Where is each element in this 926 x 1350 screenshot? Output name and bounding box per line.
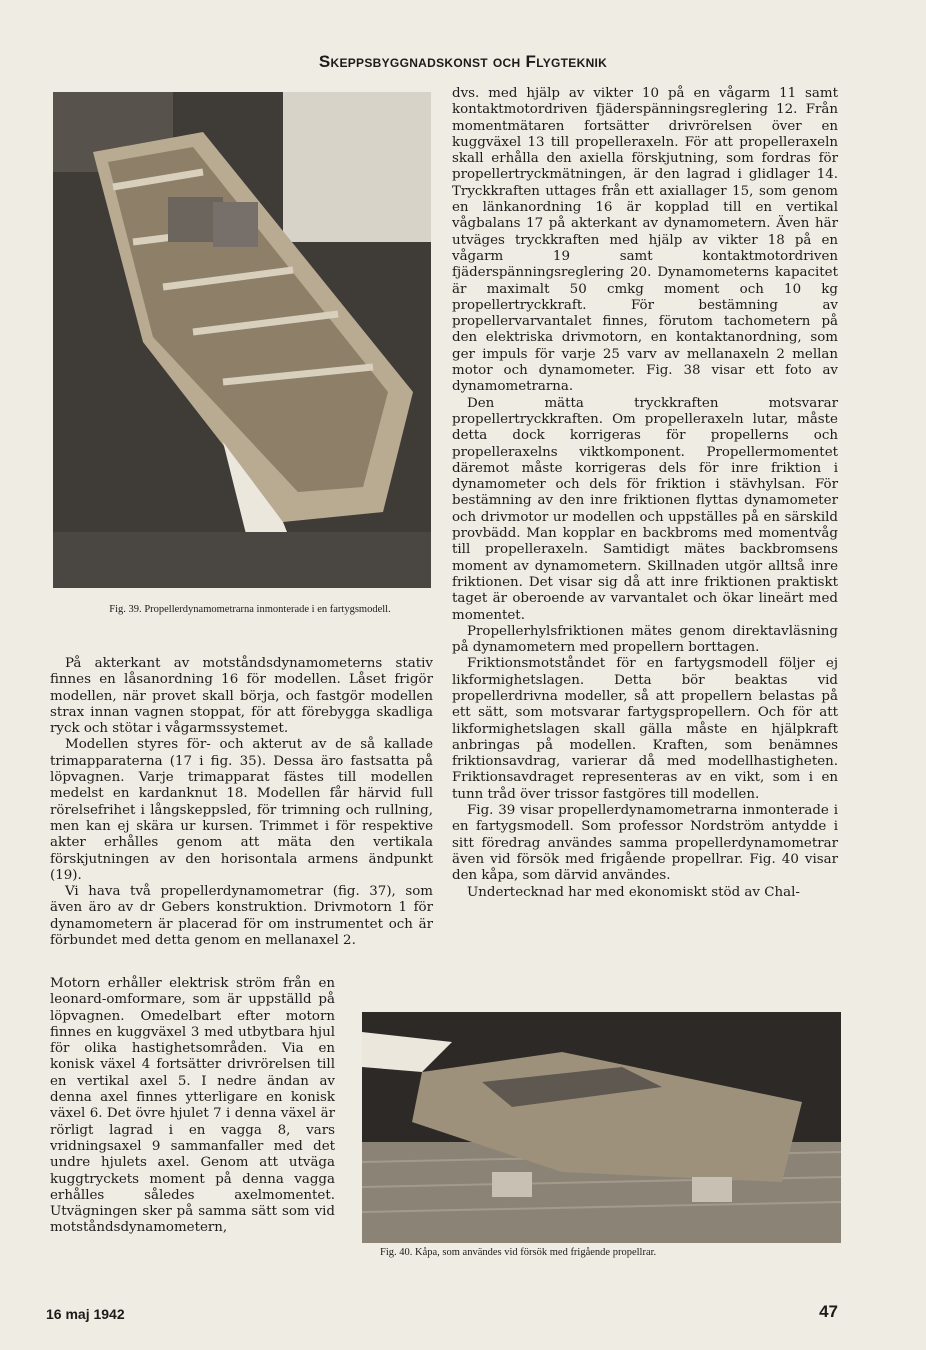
left-column-lower bbox=[50, 976, 335, 1237]
fig40-caption bbox=[380, 1246, 830, 1259]
fig39-number: Fig. 39. bbox=[109, 604, 142, 615]
right-paragraph-1: dvs. med hjälp av vikter 10 på en vågarm 11 samt kontaktmotordriven fjäderspänningsreglering 12. Från momentmätaren fortsätter drivrörelsen över en kuggväxel 13 till propelleraxeln. För att propelleraxeln skall erhålla den axiella förskjutning, som fordras för propellertryckmätningen, är den lagrad i glidlager 14. Tryckkraften uttages från ett axiallager 15, som genom en länkanordning 16 är kopplad till en vertikal vågbalans 17 på akterkant av dynamometern. Även här utväges tryckkraften med hjälp av vikter 18 på en vågarm 19 samt kontaktmotordriven fjäderspänningsreglering 20. Dynamometerns kapacitet är maximalt 50 cmkg moment och 10 kg propellertryckkraft. För bestämning av propellervarvantalet finnes, förutom tachometern på den elektriska drivmotorn, en kontaktanordning, som ger impuls för varje 25 varv av mellanaxeln 2 mellan motor och dynamometer. Fig. 38 visar ett foto av dynamometrarna. bbox=[452, 86, 838, 395]
fig39-caption-text: Propellerdynamometrarna inmonterade i en fartygsmodell. bbox=[144, 604, 391, 615]
right-paragraph-2: Den mätta tryckkraften motsvarar propellertryckkraften. Om propelleraxeln lutar, måste detta dock korrigeras för propellerns och propelleraxelns viktkomponent. Propellermomentet däremot måste korrigeras dels för inre friktion i dynamometer och dels för friktion i stävhylsan. För bestämning av den inre friktionen flyttas dynamometer och drivmotor ur modellen och uppställes på en särskild provbädd. Man kopplar en backbroms med momentvåg till propelleraxeln. Samtidigt mätes backbromsens moment av dynamometern. Skillnaden utgör alltså inre friktionen. Det visar sig då att inre friktionen praktiskt taget är oberoende av varvantalet och ökar lineärt med momentet. bbox=[452, 395, 838, 623]
fig40-caption-text: Kåpa, som användes vid försök med frigående propellrar. bbox=[415, 1247, 657, 1258]
left-paragraph-3b: Motorn erhåller elektrisk ström från en leonard-omformare, som är uppställd på löpvagnen. Omedelbart efter motorn finnes en kuggväxel 3 med utbytbara hjul för olika hastighetsområden. Via en konisk växel 4 fortsätter drivrörelsen till en vertikal axel 5. I nedre ändan av denna axel finnes ytterligare en konisk växel 6. Det övre hjulet 7 i denna växel är rörligt lagrad i en vagga 8, vars vridningsaxel 9 sammanfaller med det undre hjulets axel. Genom att utväga kuggtryckets moment på denna vagga erhålles således axelmomentet. Utvägningen sker på samma sätt som vid motståndsdynamometern, bbox=[50, 976, 335, 1236]
hood-illustration bbox=[362, 1012, 841, 1243]
fig39-photo bbox=[53, 92, 431, 588]
right-paragraph-5: Fig. 39 visar propellerdynamometrarna inmonterade i en fartygsmodell. Som professor Nordström antydde i sitt föredrag användes samma propellerdynamometrar även vid försök med frigående propellrar. Fig. 40 visar den kåpa, som därvid användes. bbox=[452, 803, 838, 884]
fig39-caption bbox=[60, 603, 440, 616]
footer-page-number: 47 bbox=[819, 1302, 838, 1321]
ship-model-illustration bbox=[53, 92, 431, 588]
right-paragraph-4: Friktionsmotståndet för en fartygsmodell följer ej likformighetslagen. Detta bör beaktas vid propellerdrivna modeller, så att propellern belastas på ett sätt, som motsvarar fartygspropellern. Och för att likformighetslagen skall gälla måste en hjälpkraft anbringas på modellen. Kraften, som benämnes friktionsavdrag, varierar då med modellhastigheten. Friktionsavdraget representeras av en vikt, som i en tunn tråd över trissor fastgöres till modellen. bbox=[452, 656, 838, 802]
left-paragraph-3a: Vi hava två propellerdynamometrar (fig. 37), som även äro av dr Gebers konstruktion. Drivmotorn 1 för dynamometern är placerad för om instrumentet och är förbundet med detta genom en mellanaxel 2. bbox=[50, 884, 433, 949]
right-paragraph-6: Undertecknad har med ekonomiskt stöd av Chal- bbox=[467, 884, 800, 900]
left-column-upper bbox=[50, 656, 433, 949]
left-paragraph-2: Modellen styres för- och akterut av de så kallade trimapparaterna (17 i fig. 35). Dessa äro fastsatta på löpvagnen. Varje trimapparat fästes till modellen medelst en kardanknut 18. Modellen får härvid full rörelsefrihet i långskeppsled, för trimning och rullning, men kan ej skära ur kursen. Trimmet i för respektive akter erhålles genom att mäta den vertikala förskjutningen av den horisontala armens ändpunkt (19). bbox=[50, 737, 433, 883]
fig40-photo bbox=[362, 1012, 841, 1243]
right-column bbox=[452, 86, 838, 901]
page-header-title: Skeppsbyggnadskonst och Flygteknik bbox=[318, 52, 608, 71]
footer-date: 16 maj 1942 bbox=[46, 1306, 125, 1322]
fig40-number: Fig. 40. bbox=[380, 1247, 413, 1258]
left-paragraph-1: På akterkant av motståndsdynamometerns stativ finnes en låsanordning 16 för modellen. Låset frigör modellen, när provet skall börja, och fastgör modellen strax innan vagnen stoppat, för att förebygga skadliga ryck och stötar i vågarmssystemet. bbox=[50, 656, 433, 737]
right-paragraph-3: Propellerhylsfriktionen mätes genom direktavläsning på dynamometern med propellern borttagen. bbox=[452, 623, 838, 656]
